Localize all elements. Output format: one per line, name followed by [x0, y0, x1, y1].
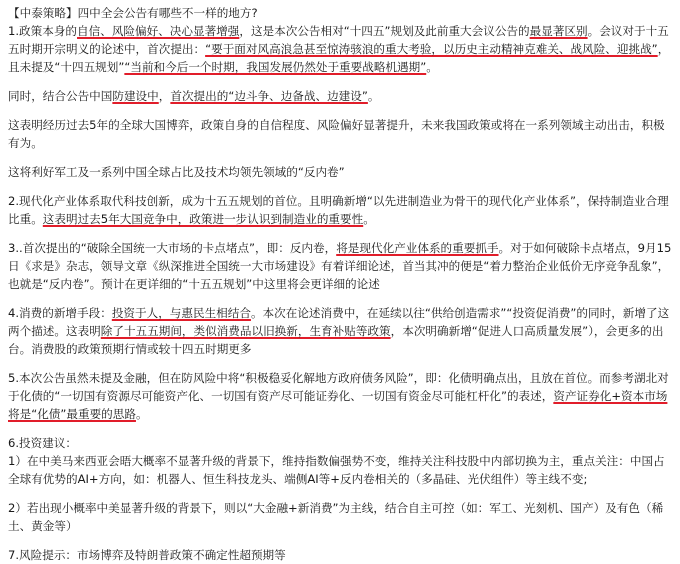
- section-heading-investment: [8, 434, 672, 452]
- underlined-emphasis: 最显著区别: [529, 24, 588, 38]
- text: 3..首次提出的“破除全国统一大市场的卡点堵点”，即：反内卷，: [8, 241, 337, 255]
- paragraph-defense: [8, 87, 672, 105]
- text: 1.政策本身的: [8, 24, 78, 38]
- text: 这表明经历过去5年的全球大国博弈，政策自身的自信程度、风险偏好显著提升，未来我国政策或将在一系列领域主动出击，积极有为。: [8, 118, 665, 150]
- title-text: 【中泰策略】四中全会公告有哪些不一样的地方?: [8, 6, 258, 20]
- text: 同时，结合公告中国: [8, 89, 113, 103]
- text: 7.风险提示：市场博弈及特朗普政策不确定性超预期等: [8, 548, 286, 562]
- text: ，: [158, 89, 171, 103]
- underlined-emphasis: 这表明过去5年大国竞争中，政策进一步认识到制造业的重要性: [42, 212, 364, 226]
- text: 2.现代化产业体系取代科技创新，成为十五五规划的首位。且明确新增“以先进制造业为骨干的现代化产业体系”，保持制造业合理比重。: [8, 194, 669, 226]
- paragraph-investment-base-case: [8, 452, 672, 488]
- text: ，这是本次公告相对“十四五”规划及此前重大会议公告的: [239, 24, 530, 38]
- text: 。对于如何破除卡点堵点，9月15日《求是》杂志，领导文章《纵深推进全国统一大市场建设》有着详细论述，首当其冲的便是“着力整治企业低价无序竞争乱象”，也就是“反内卷”。预计在更详细的“十五五规划”中这里将会更详细的论述: [8, 241, 672, 291]
- paragraph-risk-warning: [8, 546, 672, 564]
- paragraph-unified-market: [8, 239, 672, 293]
- paragraph-consumption: [8, 304, 672, 358]
- text: 。: [367, 89, 380, 103]
- underlined-emphasis: “要于面对风高浪急甚至惊涛骇浪的重大考验，以历史主动精神克难关、战风险、迎挑战”: [205, 42, 658, 56]
- text: 1）在中美马来西亚会晤大概率不显著升级的背景下，维持指数偏强势不变，维持关注科技股中内部切换为主，重点关注：中国占全球有优势的AI+方向，如：机器人、恒生科技龙头、端侧AI等+反内卷相关的（多晶硅、光伏组件）等主线不变;: [8, 454, 665, 486]
- text: ，且未提及“十四五规划”: [8, 42, 670, 74]
- underlined-emphasis: “当前和今后一个时期，我国发展仍然处于重要战略机遇期”: [124, 60, 427, 74]
- text: 。会议对于十五五时期开宗明义的论述中，首次提出：: [8, 24, 669, 56]
- text: 5.本次公告虽然未提及金融，但在防风险中将“积极稳妥化解地方政府债务风险”，即：化债明确点出，且放在首位。而参考湖北对于化债的“一切国有资源尽可能资产化、一切国有资产尽可能证券化、一切国有资金尽可能杠杆化”的表述，: [8, 371, 669, 403]
- text: 。本次在论述消费中，在延续以往“供给创造需求”“投资促消费”的同时，新增了这两个描述。这表明: [8, 306, 670, 338]
- underlined-emphasis: 首次提出的“边斗争、边备战、边建设”: [170, 89, 368, 103]
- text: 。: [363, 212, 375, 226]
- paragraph-debt-resolution: [8, 369, 672, 423]
- text: 6.投资建议：: [8, 436, 78, 450]
- underlined-emphasis: 除了十五五期间，类似消费品以旧换新，生育补贴等政策: [100, 324, 391, 338]
- paragraph-risk-appetite: [8, 116, 672, 152]
- article-title: [8, 4, 672, 22]
- underlined-emphasis: 防建设中: [112, 89, 159, 103]
- text: 这将利好军工及一系列中国全球占比及技术均领先领域的“反内卷”: [8, 165, 345, 179]
- text: 。: [135, 407, 148, 421]
- paragraph-investment-escalation: [8, 499, 672, 535]
- text: 2）若出现小概率中美显著升级的背景下，则以“大金融+新消费”为主线，结合自主可控（如：军工、光刻机、国产）及有色（稀土、黄金等）: [8, 501, 664, 533]
- text: ，本次明确新增“促进人口高质量发展”），会更多的出台。消费股的政策预期行情或较十四五时期更多: [8, 324, 664, 356]
- underlined-emphasis: 资产证券化+资本市场将是“化债”最重要的思路: [8, 389, 668, 421]
- underlined-emphasis: 将是现代化产业体系的重要抓手: [336, 241, 499, 255]
- text: 4.消费的新增手段：: [8, 306, 112, 320]
- paragraph-beneficiaries: [8, 163, 672, 181]
- paragraph-industry-system: [8, 192, 672, 228]
- underlined-emphasis: 自信、风险偏好、决心显著增强: [77, 24, 240, 38]
- text: 。: [426, 60, 438, 74]
- underlined-emphasis: 投资于人，与惠民生相结合: [111, 306, 251, 320]
- paragraph-policy-confidence: [8, 22, 672, 76]
